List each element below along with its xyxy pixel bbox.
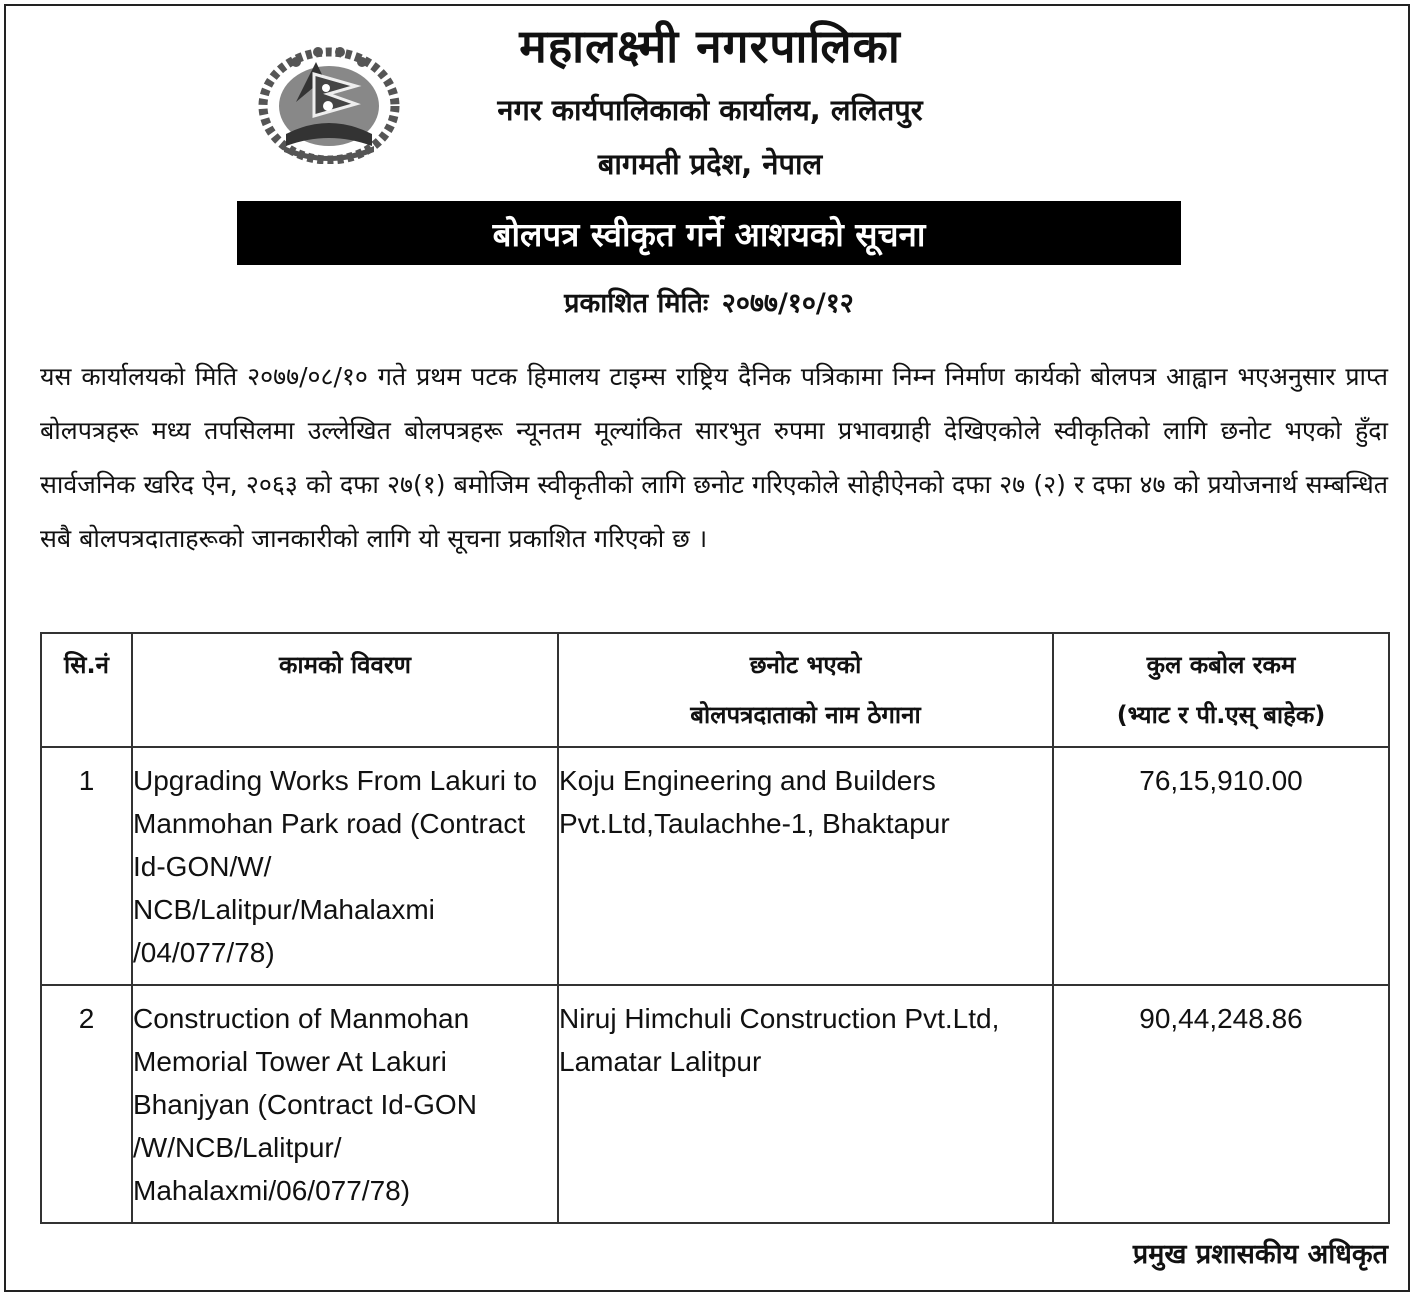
- row-amount: 76,15,910.00: [1053, 747, 1389, 985]
- col-header-bidder: [558, 633, 1053, 747]
- row-serial: 2: [41, 985, 132, 1223]
- notice-body: यस कार्यालयको मिति २०७७/०८/१० गते प्रथम पटक हिमालय टाइम्स राष्ट्रिय दैनिक पत्रिकामा निम्न निर्माण कार्यको बोलपत्र आह्वान भएअनुसार प्राप्त बोलपत्रहरू मध्य तपसिलमा उल्लेखित बोलपत्रहरू न्यूनतम मूल्यांकित सारभुत रुपमा प्रभावग्राही देखिएकोले स्वीकृतिको लागि छनोट भएको हुँदा सार्वजनिक खरिद ऐन, २०६३ को दफा २७(१) बमोजिम स्वीकृतीको लागि छनोट गरिएकोले सोहीऐनको दफा २७ (२) र दफा ४७ को प्रयोजनार्थ सम्बन्धित सबै बोलपत्रदाताहरूको जानकारीको लागि यो सूचना प्रकाशित गरिएको छ ।: [40, 362, 1388, 553]
- col-header-bidder-line1: छनोट भएको: [749, 651, 862, 679]
- row-serial: 1: [41, 747, 132, 985]
- col-header-amount-line1: कुल कबोल रकम: [1146, 651, 1296, 679]
- row-description: Construction of Manmohan Memorial Tower At Lakuri Bhanjyan (Contract Id-GON /W/NCB/Lalitpur/ Mahalaxmi/06/077/78): [132, 985, 558, 1223]
- published-date-label: प्रकाशित मितिः: [564, 288, 709, 319]
- signatory-title: प्रमुख प्रशासकीय अधिकृत: [1132, 1239, 1388, 1270]
- row-amount: 90,44,248.86: [1053, 985, 1389, 1223]
- notice-title: बोलपत्र स्वीकृत गर्ने आशयको सूचना: [237, 201, 1181, 265]
- col-header-description: कामको विवरण: [132, 633, 558, 747]
- row-description: Upgrading Works From Lakuri to Manmohan Park road (Contract Id-GON/W/ NCB/Lalitpur/Mahalaxmi /04/077/78): [132, 747, 558, 985]
- col-header-bidder-line2: बोलपत्रदाताको नाम ठेगाना: [690, 701, 921, 729]
- municipality-name: महालक्ष्मी नगरपालिका: [519, 19, 901, 73]
- col-header-amount: [1053, 633, 1389, 747]
- col-header-amount-line2: (भ्याट र पी.एस् बाहेक): [1116, 701, 1326, 729]
- table-row: [41, 985, 1389, 1223]
- published-date-value: २०७७/१०/१२: [721, 288, 854, 319]
- table-header-row: [41, 633, 1389, 747]
- contract-table: [40, 632, 1390, 1224]
- office-name: नगर कार्यपालिकाको कार्यालय, ललितपुर: [497, 93, 923, 127]
- col-header-serial: सि.नं: [41, 633, 132, 747]
- row-bidder: Koju Engineering and Builders Pvt.Ltd,Taulachhe-1, Bhaktapur: [558, 747, 1053, 985]
- province-name: बागमती प्रदेश, नेपाल: [597, 147, 823, 181]
- published-date-line: [200, 283, 1218, 320]
- table-row: [41, 747, 1389, 985]
- row-bidder: Niruj Himchuli Construction Pvt.Ltd, Lamatar Lalitpur: [558, 985, 1053, 1223]
